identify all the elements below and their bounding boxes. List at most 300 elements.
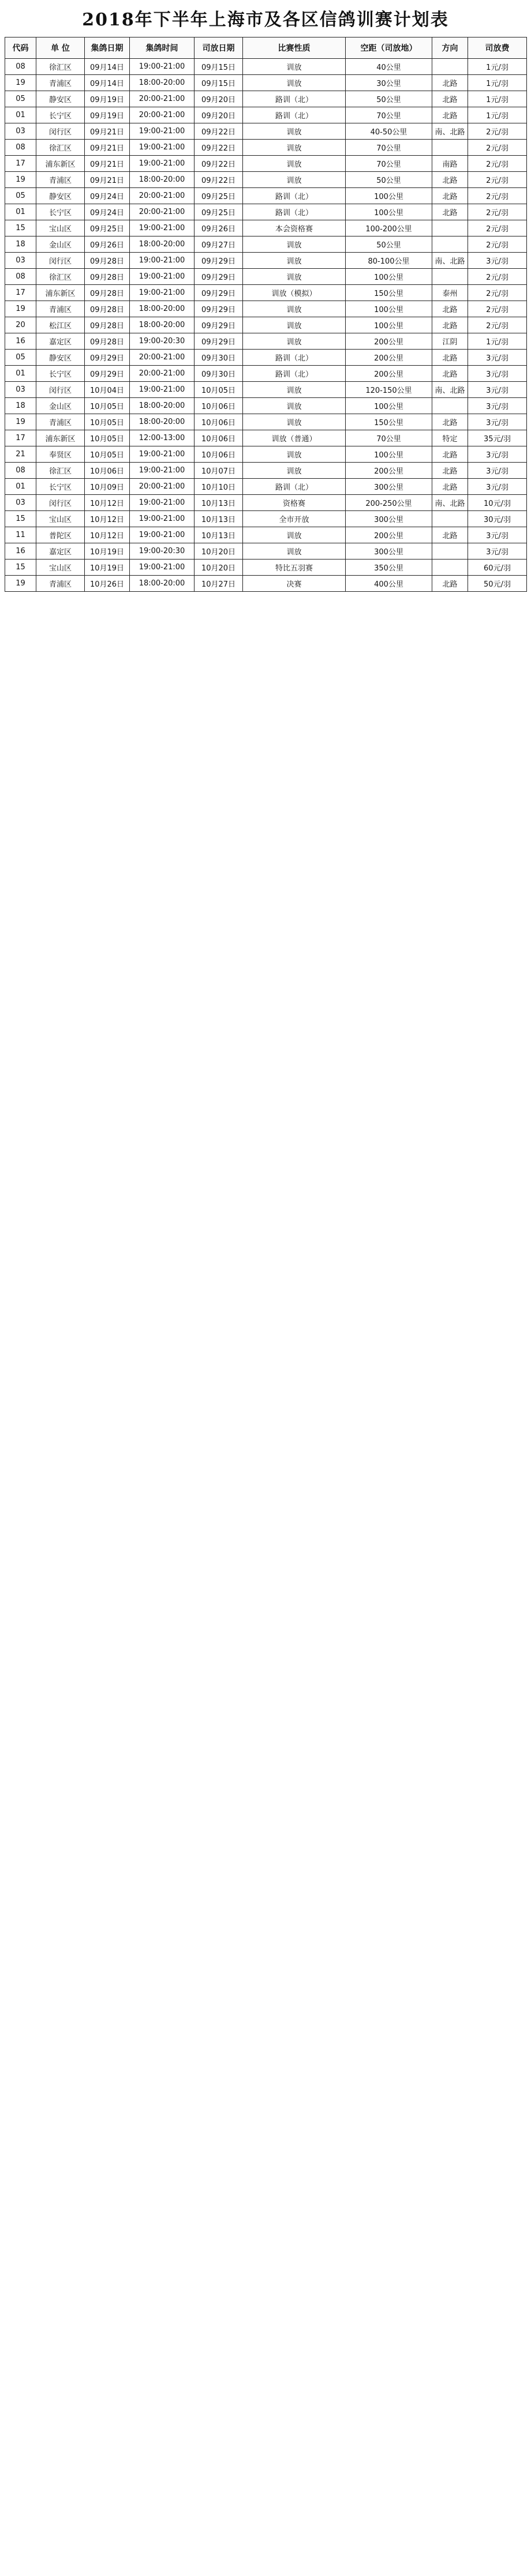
cell-release-date: 09月20日 <box>195 107 243 123</box>
cell-distance: 40-50公里 <box>346 123 432 140</box>
cell-distance: 30公里 <box>346 75 432 91</box>
cell-distance: 50公里 <box>346 172 432 188</box>
cell-distance: 300公里 <box>346 511 432 527</box>
cell-race-type: 路训（北） <box>243 366 346 382</box>
cell-race-type: 训放（普通） <box>243 430 346 446</box>
cell-direction: 北路 <box>432 527 468 543</box>
cell-race-type: 训放 <box>243 140 346 156</box>
cell-collect-date: 10月06日 <box>85 463 130 479</box>
page-title: 2018年下半年上海市及各区信鸽训赛计划表 <box>82 10 449 30</box>
cell-distance: 300公里 <box>346 543 432 559</box>
cell-collect-date: 09月26日 <box>85 236 130 253</box>
cell-release-date: 10月13日 <box>195 511 243 527</box>
cell-collect-date: 09月24日 <box>85 204 130 220</box>
table-row <box>5 382 527 398</box>
cell-release-date: 09月22日 <box>195 156 243 172</box>
cell-fee: 2元/羽 <box>468 140 527 156</box>
cell-race-type: 训放 <box>243 414 346 430</box>
table-row <box>5 511 527 527</box>
cell-code: 01 <box>5 479 36 495</box>
cell-collect-time: 19:00-21:00 <box>130 495 195 511</box>
cell-race-type: 路训（北） <box>243 91 346 107</box>
table-row <box>5 495 527 511</box>
cell-collect-time: 18:00-20:00 <box>130 172 195 188</box>
cell-direction: 特定 <box>432 430 468 446</box>
cell-unit: 长宁区 <box>36 479 85 495</box>
cell-direction: 北路 <box>432 366 468 382</box>
cell-direction: 北路 <box>432 107 468 123</box>
cell-code: 19 <box>5 75 36 91</box>
cell-distance: 200公里 <box>346 333 432 350</box>
cell-release-date: 09月26日 <box>195 220 243 236</box>
cell-fee: 3元/羽 <box>468 527 527 543</box>
table-row <box>5 366 527 382</box>
cell-release-date: 09月20日 <box>195 91 243 107</box>
cell-release-date: 10月10日 <box>195 479 243 495</box>
cell-release-date: 09月15日 <box>195 59 243 75</box>
cell-race-type: 训放 <box>243 317 346 333</box>
cell-collect-date: 10月09日 <box>85 479 130 495</box>
cell-race-type: 路训（北） <box>243 350 346 366</box>
cell-release-date: 09月30日 <box>195 366 243 382</box>
cell-release-date: 10月06日 <box>195 398 243 414</box>
cell-release-date: 09月29日 <box>195 269 243 285</box>
cell-distance: 400公里 <box>346 576 432 592</box>
cell-collect-date: 09月29日 <box>85 350 130 366</box>
cell-race-type: 资格赛 <box>243 495 346 511</box>
cell-fee: 2元/羽 <box>468 156 527 172</box>
cell-collect-time: 19:00-20:30 <box>130 333 195 350</box>
cell-fee: 30元/羽 <box>468 511 527 527</box>
table-row <box>5 301 527 317</box>
header-direction: 方向 <box>432 37 468 59</box>
cell-unit: 闵行区 <box>36 123 85 140</box>
cell-unit: 长宁区 <box>36 107 85 123</box>
cell-unit: 浦东新区 <box>36 156 85 172</box>
cell-code: 03 <box>5 495 36 511</box>
cell-distance: 50公里 <box>346 91 432 107</box>
cell-unit: 宝山区 <box>36 511 85 527</box>
cell-code: 19 <box>5 172 36 188</box>
cell-unit: 青浦区 <box>36 414 85 430</box>
cell-fee: 2元/羽 <box>468 301 527 317</box>
cell-release-date: 10月20日 <box>195 559 243 576</box>
cell-fee: 35元/羽 <box>468 430 527 446</box>
cell-fee: 1元/羽 <box>468 91 527 107</box>
cell-unit: 嘉定区 <box>36 543 85 559</box>
cell-distance: 70公里 <box>346 107 432 123</box>
cell-collect-time: 19:00-21:00 <box>130 140 195 156</box>
cell-unit: 青浦区 <box>36 75 85 91</box>
cell-collect-time: 19:00-21:00 <box>130 220 195 236</box>
cell-fee: 2元/羽 <box>468 317 527 333</box>
cell-code: 05 <box>5 188 36 204</box>
cell-distance: 70公里 <box>346 156 432 172</box>
table-row <box>5 559 527 576</box>
cell-race-type: 路训（北） <box>243 188 346 204</box>
cell-collect-date: 09月21日 <box>85 172 130 188</box>
cell-direction <box>432 559 468 576</box>
cell-race-type: 训放 <box>243 543 346 559</box>
schedule-table <box>5 37 527 592</box>
cell-race-type: 训放 <box>243 253 346 269</box>
cell-collect-date: 10月26日 <box>85 576 130 592</box>
cell-direction <box>432 59 468 75</box>
cell-code: 18 <box>5 236 36 253</box>
cell-unit: 浦东新区 <box>36 430 85 446</box>
cell-direction: 江阴 <box>432 333 468 350</box>
cell-unit: 宝山区 <box>36 220 85 236</box>
cell-race-type: 训放 <box>243 269 346 285</box>
cell-code: 21 <box>5 446 36 463</box>
cell-collect-date: 09月19日 <box>85 107 130 123</box>
cell-release-date: 09月22日 <box>195 123 243 140</box>
cell-collect-time: 18:00-20:00 <box>130 236 195 253</box>
cell-collect-time: 19:00-21:00 <box>130 559 195 576</box>
cell-code: 17 <box>5 156 36 172</box>
cell-distance: 100公里 <box>346 204 432 220</box>
cell-unit: 徐汇区 <box>36 59 85 75</box>
cell-release-date: 10月20日 <box>195 543 243 559</box>
cell-code: 08 <box>5 269 36 285</box>
cell-collect-time: 18:00-20:00 <box>130 414 195 430</box>
cell-collect-date: 10月04日 <box>85 382 130 398</box>
cell-fee: 3元/羽 <box>468 366 527 382</box>
cell-release-date: 09月25日 <box>195 204 243 220</box>
cell-race-type: 训放 <box>243 75 346 91</box>
cell-distance: 70公里 <box>346 430 432 446</box>
cell-direction: 北路 <box>432 91 468 107</box>
cell-race-type: 训放 <box>243 382 346 398</box>
cell-direction <box>432 140 468 156</box>
cell-distance: 300公里 <box>346 479 432 495</box>
cell-unit: 嘉定区 <box>36 333 85 350</box>
cell-fee: 2元/羽 <box>468 236 527 253</box>
cell-code: 08 <box>5 140 36 156</box>
cell-collect-date: 09月28日 <box>85 285 130 301</box>
cell-race-type: 路训（北） <box>243 107 346 123</box>
cell-distance: 150公里 <box>346 285 432 301</box>
cell-direction: 南、北路 <box>432 495 468 511</box>
cell-distance: 200公里 <box>346 366 432 382</box>
cell-race-type: 训放 <box>243 123 346 140</box>
cell-unit: 长宁区 <box>36 204 85 220</box>
cell-unit: 松江区 <box>36 317 85 333</box>
cell-code: 19 <box>5 576 36 592</box>
cell-unit: 徐汇区 <box>36 463 85 479</box>
cell-code: 17 <box>5 430 36 446</box>
cell-release-date: 09月29日 <box>195 253 243 269</box>
cell-unit: 奉贤区 <box>36 446 85 463</box>
cell-unit: 长宁区 <box>36 366 85 382</box>
cell-direction: 泰州 <box>432 285 468 301</box>
cell-race-type: 路训（北） <box>243 479 346 495</box>
cell-direction <box>432 236 468 253</box>
cell-fee: 3元/羽 <box>468 253 527 269</box>
cell-collect-date: 10月05日 <box>85 398 130 414</box>
cell-fee: 3元/羽 <box>468 382 527 398</box>
cell-collect-date: 09月28日 <box>85 253 130 269</box>
cell-direction: 北路 <box>432 75 468 91</box>
cell-code: 15 <box>5 559 36 576</box>
cell-distance: 70公里 <box>346 140 432 156</box>
cell-collect-date: 09月24日 <box>85 188 130 204</box>
table-row <box>5 269 527 285</box>
cell-release-date: 10月13日 <box>195 527 243 543</box>
cell-fee: 2元/羽 <box>468 285 527 301</box>
cell-fee: 2元/羽 <box>468 204 527 220</box>
cell-collect-time: 12:00-13:00 <box>130 430 195 446</box>
cell-direction: 北路 <box>432 172 468 188</box>
cell-race-type: 训放 <box>243 172 346 188</box>
cell-code: 08 <box>5 59 36 75</box>
cell-race-type: 训放 <box>243 398 346 414</box>
table-body <box>5 59 527 592</box>
table-row <box>5 91 527 107</box>
cell-distance: 150公里 <box>346 414 432 430</box>
cell-race-type: 路训（北） <box>243 204 346 220</box>
cell-fee: 3元/羽 <box>468 463 527 479</box>
cell-release-date: 10月13日 <box>195 495 243 511</box>
table-row <box>5 204 527 220</box>
cell-code: 20 <box>5 317 36 333</box>
cell-race-type: 训放 <box>243 527 346 543</box>
table-row <box>5 236 527 253</box>
cell-unit: 普陀区 <box>36 527 85 543</box>
cell-unit: 闵行区 <box>36 382 85 398</box>
cell-unit: 青浦区 <box>36 576 85 592</box>
table-row <box>5 350 527 366</box>
cell-code: 19 <box>5 414 36 430</box>
cell-code: 11 <box>5 527 36 543</box>
cell-race-type: 训放 <box>243 333 346 350</box>
cell-fee: 3元/羽 <box>468 398 527 414</box>
cell-fee: 2元/羽 <box>468 220 527 236</box>
cell-distance: 80-100公里 <box>346 253 432 269</box>
cell-fee: 1元/羽 <box>468 75 527 91</box>
cell-code: 18 <box>5 398 36 414</box>
cell-collect-time: 19:00-21:00 <box>130 59 195 75</box>
cell-collect-time: 19:00-21:00 <box>130 123 195 140</box>
table-row <box>5 479 527 495</box>
cell-collect-time: 18:00-20:00 <box>130 301 195 317</box>
cell-direction <box>432 220 468 236</box>
cell-code: 03 <box>5 123 36 140</box>
table-row <box>5 463 527 479</box>
cell-fee: 3元/羽 <box>468 414 527 430</box>
cell-collect-time: 19:00-21:00 <box>130 156 195 172</box>
cell-collect-date: 09月28日 <box>85 317 130 333</box>
table-header-row <box>5 37 527 59</box>
cell-direction: 南、北路 <box>432 253 468 269</box>
cell-race-type: 训放 <box>243 156 346 172</box>
header-release-date: 司放日期 <box>195 37 243 59</box>
cell-collect-time: 19:00-21:00 <box>130 527 195 543</box>
cell-release-date: 09月30日 <box>195 350 243 366</box>
cell-distance: 100公里 <box>346 446 432 463</box>
header-race-type: 比赛性质 <box>243 37 346 59</box>
cell-code: 01 <box>5 204 36 220</box>
cell-collect-date: 10月05日 <box>85 430 130 446</box>
cell-race-type: 训放 <box>243 446 346 463</box>
cell-collect-time: 18:00-20:00 <box>130 576 195 592</box>
cell-distance: 120-150公里 <box>346 382 432 398</box>
cell-fee: 2元/羽 <box>468 172 527 188</box>
cell-distance: 200-250公里 <box>346 495 432 511</box>
cell-collect-time: 18:00-20:00 <box>130 317 195 333</box>
cell-direction: 北路 <box>432 463 468 479</box>
cell-unit: 静安区 <box>36 188 85 204</box>
cell-collect-time: 20:00-21:00 <box>130 204 195 220</box>
cell-collect-date: 10月19日 <box>85 543 130 559</box>
cell-unit: 静安区 <box>36 350 85 366</box>
cell-collect-time: 19:00-20:30 <box>130 543 195 559</box>
cell-direction: 北路 <box>432 414 468 430</box>
cell-collect-date: 09月14日 <box>85 75 130 91</box>
cell-unit: 金山区 <box>36 398 85 414</box>
table-row <box>5 140 527 156</box>
cell-code: 03 <box>5 253 36 269</box>
cell-unit: 金山区 <box>36 236 85 253</box>
cell-collect-time: 19:00-21:00 <box>130 285 195 301</box>
cell-release-date: 09月22日 <box>195 172 243 188</box>
table-row <box>5 576 527 592</box>
cell-race-type: 训放 <box>243 59 346 75</box>
cell-collect-time: 19:00-21:00 <box>130 382 195 398</box>
cell-release-date: 09月25日 <box>195 188 243 204</box>
cell-race-type: 训放（模拟） <box>243 285 346 301</box>
cell-fee: 2元/羽 <box>468 269 527 285</box>
cell-unit: 青浦区 <box>36 172 85 188</box>
cell-race-type: 本会资格赛 <box>243 220 346 236</box>
table-row <box>5 220 527 236</box>
cell-release-date: 09月22日 <box>195 140 243 156</box>
header-fee: 司放费 <box>468 37 527 59</box>
cell-distance: 100-200公里 <box>346 220 432 236</box>
cell-collect-time: 19:00-21:00 <box>130 511 195 527</box>
cell-code: 16 <box>5 333 36 350</box>
cell-race-type: 训放 <box>243 301 346 317</box>
cell-direction <box>432 543 468 559</box>
cell-fee: 3元/羽 <box>468 446 527 463</box>
cell-collect-time: 18:00-20:00 <box>130 75 195 91</box>
cell-collect-date: 09月28日 <box>85 333 130 350</box>
cell-collect-time: 19:00-21:00 <box>130 446 195 463</box>
cell-code: 16 <box>5 543 36 559</box>
cell-distance: 100公里 <box>346 317 432 333</box>
cell-code: 17 <box>5 285 36 301</box>
cell-direction: 南、北路 <box>432 382 468 398</box>
table-row <box>5 123 527 140</box>
table-row <box>5 414 527 430</box>
cell-race-type: 决赛 <box>243 576 346 592</box>
cell-collect-date: 09月21日 <box>85 140 130 156</box>
cell-collect-date: 09月28日 <box>85 269 130 285</box>
cell-release-date: 09月29日 <box>195 333 243 350</box>
table-row <box>5 527 527 543</box>
cell-code: 05 <box>5 91 36 107</box>
cell-direction: 北路 <box>432 479 468 495</box>
cell-collect-date: 09月19日 <box>85 91 130 107</box>
cell-code: 15 <box>5 511 36 527</box>
cell-direction: 南、北路 <box>432 123 468 140</box>
cell-release-date: 09月29日 <box>195 301 243 317</box>
cell-collect-date: 09月29日 <box>85 366 130 382</box>
cell-unit: 宝山区 <box>36 559 85 576</box>
cell-unit: 浦东新区 <box>36 285 85 301</box>
cell-collect-time: 19:00-21:00 <box>130 463 195 479</box>
cell-collect-time: 19:00-21:00 <box>130 253 195 269</box>
cell-code: 05 <box>5 350 36 366</box>
cell-distance: 200公里 <box>346 350 432 366</box>
cell-distance: 350公里 <box>346 559 432 576</box>
table-row <box>5 398 527 414</box>
cell-direction: 北路 <box>432 317 468 333</box>
cell-direction <box>432 398 468 414</box>
cell-code: 01 <box>5 366 36 382</box>
cell-direction: 北路 <box>432 576 468 592</box>
cell-unit: 徐汇区 <box>36 140 85 156</box>
cell-release-date: 10月07日 <box>195 463 243 479</box>
cell-direction: 北路 <box>432 204 468 220</box>
cell-release-date: 10月06日 <box>195 414 243 430</box>
cell-distance: 100公里 <box>346 301 432 317</box>
cell-collect-date: 10月12日 <box>85 527 130 543</box>
cell-collect-date: 10月12日 <box>85 511 130 527</box>
table-row <box>5 156 527 172</box>
cell-fee: 1元/羽 <box>468 107 527 123</box>
cell-collect-date: 09月21日 <box>85 123 130 140</box>
cell-distance: 200公里 <box>346 463 432 479</box>
cell-release-date: 09月29日 <box>195 317 243 333</box>
cell-collect-date: 09月25日 <box>85 220 130 236</box>
cell-race-type: 训放 <box>243 463 346 479</box>
cell-collect-date: 09月28日 <box>85 301 130 317</box>
cell-release-date: 10月06日 <box>195 430 243 446</box>
table-row <box>5 317 527 333</box>
table-row <box>5 172 527 188</box>
cell-distance: 100公里 <box>346 398 432 414</box>
cell-fee: 3元/羽 <box>468 543 527 559</box>
cell-distance: 100公里 <box>346 188 432 204</box>
cell-code: 15 <box>5 220 36 236</box>
cell-code: 19 <box>5 301 36 317</box>
cell-direction: 北路 <box>432 446 468 463</box>
cell-direction: 北路 <box>432 301 468 317</box>
table-row <box>5 75 527 91</box>
cell-direction <box>432 269 468 285</box>
cell-fee: 3元/羽 <box>468 350 527 366</box>
cell-distance: 50公里 <box>346 236 432 253</box>
cell-fee: 1元/羽 <box>468 333 527 350</box>
header-unit: 单 位 <box>36 37 85 59</box>
cell-collect-time: 20:00-21:00 <box>130 107 195 123</box>
cell-distance: 100公里 <box>346 269 432 285</box>
cell-collect-time: 20:00-21:00 <box>130 479 195 495</box>
table-row <box>5 59 527 75</box>
cell-collect-date: 10月12日 <box>85 495 130 511</box>
cell-direction: 北路 <box>432 188 468 204</box>
cell-collect-date: 09月14日 <box>85 59 130 75</box>
table-row <box>5 430 527 446</box>
cell-unit: 徐汇区 <box>36 269 85 285</box>
cell-race-type: 训放 <box>243 236 346 253</box>
table-row <box>5 188 527 204</box>
cell-fee: 2元/羽 <box>468 188 527 204</box>
cell-collect-date: 09月21日 <box>85 156 130 172</box>
cell-code: 03 <box>5 382 36 398</box>
cell-release-date: 09月27日 <box>195 236 243 253</box>
